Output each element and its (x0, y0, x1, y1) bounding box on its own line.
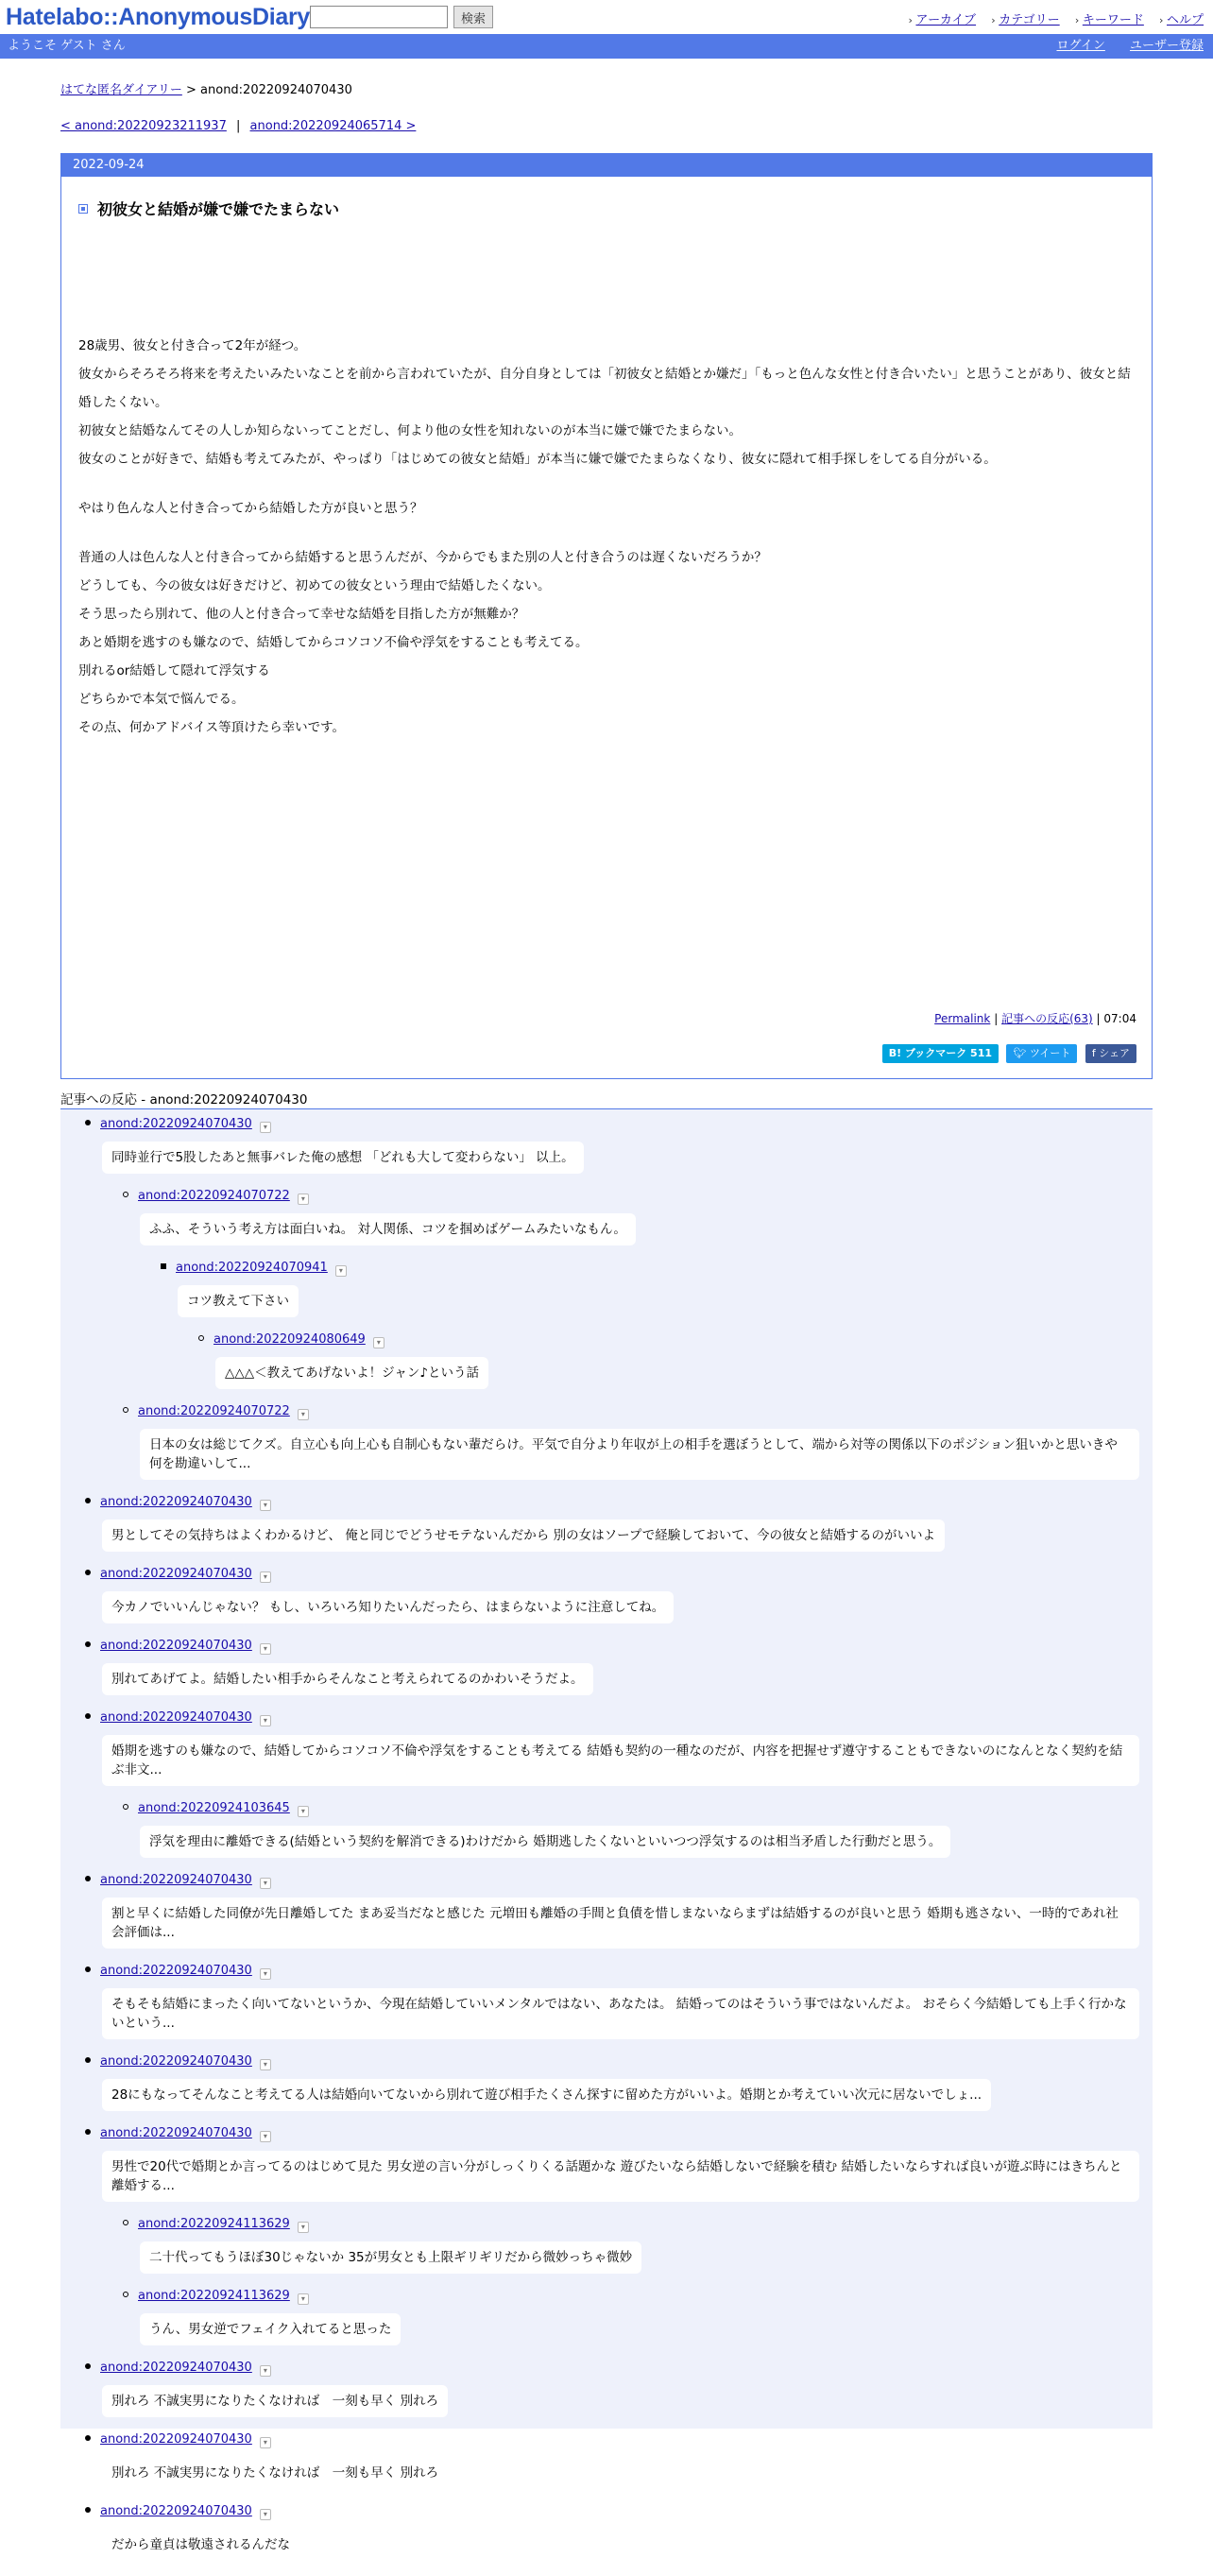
help-link[interactable] (1159, 13, 1204, 27)
tweet-button[interactable] (1006, 1044, 1077, 1063)
reaction-link[interactable]: anond:20220924070430 (100, 1639, 252, 1653)
bullet-icon (85, 1713, 91, 1719)
reaction-item (60, 1964, 1153, 2054)
chevron-down-icon[interactable]: ▾ (260, 1500, 271, 1511)
footer-separator-2: | (1096, 1012, 1101, 1025)
chevron-down-icon[interactable]: ▾ (298, 1409, 309, 1420)
bullet-icon (123, 2220, 128, 2225)
keyword-link-label[interactable]: キーワード (1082, 13, 1144, 27)
reaction-item (60, 2126, 1153, 2217)
entry-paragraph: その点、何かアドバイス等頂けたら幸いです。 (78, 720, 346, 735)
category-link[interactable] (991, 13, 1059, 27)
reaction-item (60, 2054, 1153, 2126)
reaction-header (60, 2289, 1153, 2306)
bullet-icon (85, 1876, 91, 1881)
top-links (897, 9, 1204, 27)
bullet-icon (85, 1641, 91, 1647)
chevron-right-icon: › (1074, 14, 1080, 26)
reaction-excerpt: 別れてあげてよ。結婚したい相手からそんなこと考えられてるのかわいそうだよ。 (102, 1663, 593, 1695)
reaction-item (60, 1567, 1153, 1639)
reaction-link[interactable]: anond:20220924070722 (138, 1404, 290, 1418)
reaction-link[interactable]: anond:20220924070430 (100, 1117, 252, 1131)
entry-title (78, 197, 339, 219)
chevron-down-icon[interactable]: ▾ (335, 1265, 347, 1277)
entry-paragraph: どうしても、今の彼女は好きだけど、初めての彼女という理由で結婚したくない。 (78, 578, 551, 593)
reaction-header (60, 1404, 1153, 1421)
register-link[interactable]: ユーザー登録 (1129, 39, 1204, 53)
entry-box (60, 153, 1153, 1079)
reaction-link[interactable]: anond:20220924080649 (214, 1332, 366, 1347)
bullet-icon (161, 1263, 166, 1269)
reaction-header (60, 2432, 1153, 2449)
reaction-excerpt: △△△＜教えてあげないよ！ジャン♪という話 (215, 1357, 488, 1389)
square-icon[interactable] (78, 204, 88, 214)
reaction-bubble-wrap (60, 1890, 1153, 1964)
reaction-link[interactable]: anond:20220924070430 (100, 2054, 252, 2069)
reaction-header (60, 2504, 1153, 2521)
user-bar (0, 34, 1213, 59)
chevron-down-icon[interactable]: ▾ (260, 2059, 271, 2070)
bullet-icon (123, 1407, 128, 1413)
entry-paragraph: 普通の人は色んな人と付き合ってから結婚すると思うんだが、今からでもまた別の人と付き合うのは遅くないだろうか？ (78, 550, 767, 565)
entry-title-text: 初彼女と結婚が嫌で嫌でたまらない (97, 200, 340, 218)
reaction-bubble-wrap (60, 1818, 1153, 1873)
reaction-header (60, 2217, 1153, 2234)
reaction-header (60, 1332, 1153, 1349)
reaction-excerpt: 婚期を逃すのも嫌なので、結婚してからコソコソ不倫や浮気をすることも考えてる 結婚も契約の一種なのだが、内容を把握せず遵守することもできないのになんとなく契約を結ぶ非文... (102, 1735, 1139, 1786)
bullet-icon (85, 1966, 91, 1972)
reaction-link[interactable]: anond:20220924103645 (138, 1801, 290, 1815)
entry-paragraph: 彼女のことが好きで、結婚も考えてみたが、やっぱり「はじめての彼女と結婚」が本当に嫌で嫌でたまらなくなり、彼女に隠れて相手探しをしてる自分がいる。 (78, 452, 997, 467)
entry-paragraph: 28歳男、彼女と付き合って2年が経つ。 (78, 338, 307, 353)
reactions-section (60, 1089, 1153, 2552)
reactions-count-link[interactable]: 記事への反応(63) (1001, 1012, 1093, 1025)
reaction-excerpt: だから童貞は敬遠されるんだな (102, 2529, 299, 2561)
chevron-down-icon[interactable]: ▾ (260, 1122, 271, 1133)
reaction-header (60, 2054, 1153, 2071)
pager-separator: | (236, 119, 241, 133)
reaction-item (60, 1495, 1153, 1567)
reaction-bubble-wrap (60, 1421, 1153, 1495)
reaction-item (60, 1873, 1153, 1964)
entry-body (78, 332, 1135, 742)
reaction-excerpt: 割と早くに結婚した同僚が先日離婚してた まあ妥当だなと感じた 元増田も離婚の手間と負債を惜しまないならまずは結婚するのが良いと思う 婚期も逃さない、一時的であれ社会評価は... (102, 1898, 1139, 1949)
permalink-link[interactable]: Permalink (934, 1012, 991, 1025)
chevron-down-icon[interactable]: ▾ (298, 2293, 309, 2305)
reaction-header (60, 1117, 1153, 1134)
reaction-link[interactable]: anond:20220924070430 (100, 1495, 252, 1509)
chevron-down-icon[interactable]: ▾ (260, 2437, 271, 2448)
reaction-link[interactable]: anond:20220924070941 (176, 1261, 328, 1275)
reaction-link[interactable]: anond:20220924070722 (138, 1189, 290, 1203)
reaction-link[interactable]: anond:20220924113629 (138, 2217, 290, 2231)
reaction-header (60, 1261, 1153, 1278)
reaction-bubble-wrap (60, 1134, 1153, 1189)
reaction-excerpt: 二十代ってもうほぼ30じゃないか 35が男女とも上限ギリギリだから微妙っちゃ微妙 (140, 2241, 641, 2274)
next-entry-link[interactable]: anond:20220924065714 > (249, 119, 417, 133)
bullet-icon (85, 1120, 91, 1125)
entry-paragraph: どちらかで本気で悩んでる。 (78, 692, 245, 707)
paragraph-spacer (78, 523, 1135, 543)
entry-paragraph: やはり色んな人と付き合ってから結婚した方が良いと思う？ (78, 501, 423, 516)
reaction-excerpt: そもそも結婚にまったく向いてないというか、今現在結婚していいメンタルではない、あなたは。 結婚ってのはそういう事ではないんだよ。 おそらく今結婚しても上手く行かないという... (102, 1988, 1139, 2039)
reaction-bubble-wrap (60, 2449, 1153, 2504)
archive-link[interactable] (908, 13, 976, 27)
reaction-header (60, 1801, 1153, 1818)
paragraph-spacer (78, 473, 1135, 494)
chevron-right-icon: › (1158, 14, 1164, 26)
entry-paragraph: 別れるor結婚して隠れて浮気する (78, 663, 270, 678)
reaction-item (60, 1332, 1153, 1404)
reaction-item (60, 1189, 1153, 1261)
help-link-label[interactable]: ヘルプ (1166, 13, 1204, 27)
account-links (1035, 34, 1204, 59)
reaction-header (60, 1639, 1153, 1656)
reaction-item (60, 2432, 1153, 2504)
reaction-item (60, 1801, 1153, 1873)
facebook-share-label: シェア (1099, 1047, 1130, 1059)
footer-separator: | (994, 1012, 999, 1025)
archive-link-label[interactable]: アーカイブ (915, 13, 977, 27)
reaction-bubble-wrap (60, 1349, 1153, 1404)
reaction-bubble-wrap (60, 2521, 1153, 2576)
reaction-excerpt: 男性で20代で婚期とか言ってるのはじめて見た 男女逆の言い分がしっくりくる話題かな 遊びたいなら結婚しないで経験を積む 結婚したいならすれば良いが遊ぶ時にはきちんと離婚する... (102, 2151, 1139, 2202)
bullet-icon (198, 1335, 204, 1341)
keyword-link[interactable] (1075, 13, 1144, 27)
entry-paragraph: そう思ったら別れて、他の人と付き合って幸せな結婚を目指した方が無難か？ (78, 607, 525, 622)
reaction-excerpt: 28にもなってそんなこと考えてる人は結婚向いてないから別れて遊び相手たくさん探すに留めた方がいいよ。婚期とか考えていい次元に居ないでしょ... (102, 2079, 991, 2111)
chevron-down-icon[interactable]: ▾ (260, 2365, 271, 2377)
reaction-bubble-wrap (60, 2306, 1153, 2361)
reaction-link[interactable]: anond:20220924070430 (100, 2126, 252, 2140)
chevron-down-icon[interactable]: ▾ (260, 1715, 271, 1726)
reaction-bubble-wrap (60, 2234, 1153, 2289)
reaction-link[interactable]: anond:20220924113629 (138, 2289, 290, 2303)
breadcrumb (60, 79, 352, 97)
entry-paragraph: 初彼女と結婚なんてその人しか知らないってことだし、何より他の女性を知れないのが本当に嫌で嫌でたまらない。 (78, 423, 742, 438)
reaction-bubble-wrap (60, 2071, 1153, 2126)
reaction-excerpt: 日本の女は総じてクズ。自立心も向上心も自制心もない輩だらけ。平気で自分より年収が上の相手を選ぼうとして、端から対等の関係以下のポジション狙いかと思いきや何を勘違いして... (140, 1429, 1139, 1480)
category-link-label[interactable]: カテゴリー (999, 13, 1060, 27)
entry-pager (60, 119, 416, 133)
reaction-excerpt: 今カノでいいんじゃない？ もし、いろいろ知りたいんだったら、はまらないように注意してね。 (102, 1591, 674, 1623)
chevron-down-icon[interactable]: ▾ (298, 2222, 309, 2233)
welcome-text: ようこそ ゲスト さん (8, 39, 126, 53)
reaction-header (60, 1873, 1153, 1890)
login-link[interactable]: ログイン (1056, 39, 1105, 53)
facebook-share-button[interactable] (1085, 1044, 1136, 1063)
reaction-bubble-wrap (60, 1512, 1153, 1567)
chevron-down-icon[interactable]: ▾ (260, 1571, 271, 1583)
entry-date: 2022-09-24 (61, 154, 1152, 177)
reaction-header (60, 2361, 1153, 2378)
bullet-icon (85, 1570, 91, 1575)
reactions-heading: 記事への反応 - anond:20220924070430 (60, 1089, 1153, 1109)
reaction-bubble-wrap (60, 2378, 1153, 2432)
reaction-item (60, 1261, 1153, 1332)
reaction-bubble-wrap (60, 1727, 1153, 1801)
reaction-excerpt: 浮気を理由に離婚できる(結婚という契約を解消できる)わけだから 婚期逃したくないといいつつ浮気するのは相当矛盾した行動だと思う。 (140, 1826, 950, 1858)
share-buttons (879, 1044, 1136, 1063)
breadcrumb-home-link[interactable]: はてな匿名ダイアリー (60, 83, 182, 97)
reaction-excerpt: 男としてその気持ちはよくわかるけど、 俺と同じでどうせモテないんだから 別の女はソープで経験しておいて、今の彼女と結婚するのがいいよ (102, 1520, 945, 1552)
twitter-icon: 🐦︎ (1013, 1047, 1030, 1059)
bullet-icon (85, 1498, 91, 1503)
reaction-bubble-wrap (60, 1278, 1153, 1332)
chevron-down-icon[interactable]: ▾ (260, 1968, 271, 1980)
chevron-down-icon[interactable]: ▾ (260, 2131, 271, 2142)
reaction-excerpt: コツ教えて下さい (178, 1285, 299, 1317)
reaction-bubble-wrap (60, 2143, 1153, 2217)
reaction-bubble-wrap (60, 1981, 1153, 2054)
bullet-icon (85, 2507, 91, 2513)
breadcrumb-separator: > (185, 83, 196, 97)
bullet-icon (123, 1804, 128, 1810)
bullet-icon (85, 2363, 91, 2369)
top-header (0, 0, 1213, 34)
reaction-item (60, 1117, 1153, 1189)
chevron-right-icon: › (991, 14, 996, 26)
reaction-excerpt: うん、男女逆でフェイク入れてると思った (140, 2313, 401, 2345)
reaction-excerpt: 別れろ 不誠実男になりたくなければ 一刻も早く 別れろ (102, 2385, 448, 2417)
reaction-item (60, 1639, 1153, 1710)
reaction-excerpt: ふふ、そういう考え方は面白いね。 対人関係、コツを掴めばゲームみたいなもん。 (140, 1213, 636, 1245)
hatena-bookmark-button[interactable]: B! ブックマーク 511 (882, 1044, 999, 1063)
reaction-excerpt: 別れろ 不誠実男になりたくなければ 一刻も早く 別れろ (102, 2457, 448, 2489)
entry-paragraph: 彼女からそろそろ将来を考えたいみたいなことを前から言われていたが、自分自身としては「初彼女と結婚とか嫌だ」「もっと色んな女性と付き合いたい」と思うことがあり、彼女と結婚したくない。 (78, 367, 1131, 410)
reaction-item (60, 1404, 1153, 1495)
bullet-icon (85, 2435, 91, 2441)
reaction-bubble-wrap (60, 1656, 1153, 1710)
breadcrumb-current: anond:20220924070430 (200, 83, 352, 97)
chevron-down-icon[interactable]: ▾ (260, 1643, 271, 1655)
entry-time: 07:04 (1103, 1012, 1136, 1025)
reaction-header (60, 2126, 1153, 2143)
reaction-item (60, 1710, 1153, 1801)
tweet-label: ツイート (1029, 1047, 1071, 1059)
reaction-link[interactable]: anond:20220924070430 (100, 2504, 252, 2518)
reaction-item (60, 2289, 1153, 2361)
reaction-link[interactable]: anond:20220924070430 (100, 1964, 252, 1978)
site-logo[interactable]: Hatelabo::AnonymousDiary (6, 4, 311, 30)
reaction-link[interactable]: anond:20220924070430 (100, 2361, 252, 2375)
reaction-item (60, 2504, 1153, 2576)
facebook-icon: f (1091, 1047, 1100, 1059)
bullet-icon (85, 2129, 91, 2135)
reaction-item (60, 2361, 1153, 2432)
search-input[interactable] (310, 6, 448, 28)
reaction-item (60, 2217, 1153, 2289)
reaction-link[interactable]: anond:20220924070430 (100, 1567, 252, 1581)
reaction-bubble-wrap (60, 1584, 1153, 1639)
reaction-header (60, 1964, 1153, 1981)
chevron-down-icon[interactable]: ▾ (260, 2509, 271, 2520)
reaction-header (60, 1495, 1153, 1512)
prev-entry-link[interactable]: < anond:20220923211937 (60, 119, 227, 133)
chevron-down-icon[interactable]: ▾ (260, 1878, 271, 1889)
reaction-header (60, 1567, 1153, 1584)
reaction-bubble-wrap (60, 1206, 1153, 1261)
reaction-excerpt: 同時並行で5股したあと無事バレた俺の感想 「どれも大して変わらない」 以上。 (102, 1142, 584, 1174)
bullet-icon (123, 1192, 128, 1197)
bullet-icon (123, 2292, 128, 2297)
chevron-down-icon[interactable]: ▾ (298, 1194, 309, 1205)
reaction-header (60, 1710, 1153, 1727)
entry-paragraph: あと婚期を逃すのも嫌なので、結婚してからコソコソ不倫や浮気をすることも考えてる。 (78, 635, 589, 650)
search-button[interactable]: 検索 (453, 6, 493, 28)
chevron-right-icon: › (908, 14, 913, 26)
chevron-down-icon[interactable]: ▾ (298, 1806, 309, 1817)
reaction-link[interactable]: anond:20220924070430 (100, 1873, 252, 1887)
reaction-link[interactable]: anond:20220924070430 (100, 2432, 252, 2447)
reaction-link[interactable]: anond:20220924070430 (100, 1710, 252, 1725)
bullet-icon (85, 2057, 91, 2063)
entry-footer (934, 1010, 1136, 1026)
reaction-header (60, 1189, 1153, 1206)
reactions-list (60, 1109, 1153, 2552)
chevron-down-icon[interactable]: ▾ (373, 1337, 384, 1348)
